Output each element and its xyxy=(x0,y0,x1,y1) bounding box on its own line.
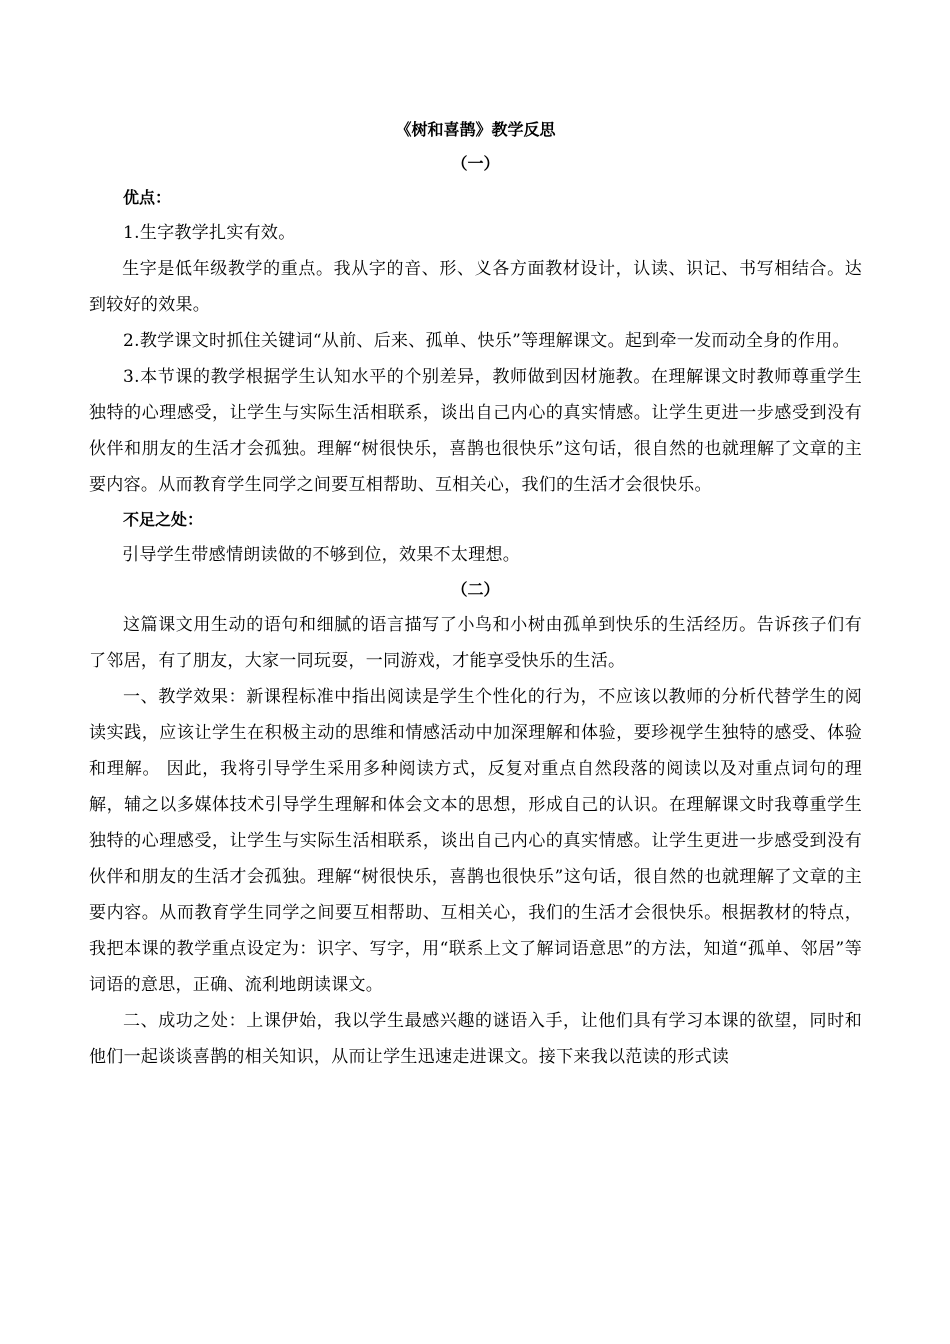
section-label-two: （二） xyxy=(451,580,500,599)
paragraph: 1.生字教学扎实有效。 xyxy=(123,223,296,243)
paragraph: 3.本节课的教学根据学生认知水平的个别差异，教师做到因材施教。在理解课文时教师尊重学生独特的心理感受，让学生与实际生活相联系，谈出自己内心的真实情感。让学生更进一步感受到没有伙伴和朋友的生活才会孤独。理解“树很快乐，喜鹊也很快乐”这句话，很自然的也就理解了文章的主要内容。从而教育学生同学之间要互相帮助、互相关心，我们的生活才会很快乐。 xyxy=(89,367,862,495)
section-label-one: （一） xyxy=(451,154,500,173)
paragraph: 2.教学课文时抓住关键词“从前、后来、孤单、快乐”等理解课文。起到牵一发而动全身的作用。 xyxy=(123,331,850,351)
paragraph: 引导学生带感情朗读做的不够到位，效果不太理想。 xyxy=(122,545,521,565)
shortcomings-heading: 不足之处： xyxy=(123,510,204,529)
paragraph: 这篇课文用生动的语句和细腻的语言描写了小鸟和小树由孤单到快乐的生活经历。告诉孩子们有了邻居，有了朋友，大家一同玩耍，一同游戏，才能享受快乐的生活。 xyxy=(89,615,862,671)
paragraph: 生字是低年级教学的重点。我从字的音、形、义各方面教材设计，认读、识记、书写相结合。达到较好的效果。 xyxy=(89,259,862,315)
paragraph: 二、成功之处：上课伊始，我以学生最感兴趣的谜语入手，让他们具有学习本课的欲望，同时和他们一起谈谈喜鹊的相关知识，从而让学生迅速走进课文。接下来我以范读的形式读 xyxy=(89,1011,862,1067)
paragraph: 一、教学效果：新课程标准中指出阅读是学生个性化的行为，不应该以教师的分析代替学生的阅读实践，应该让学生在积极主动的思维和情感活动中加深理解和体验，要珍视学生独特的感受、体验和理解。 因此，我将引导学生采用多种阅读方式，反复对重点自然段落的阅读以及对重点词句的理解，辅之以多媒体技术引导学生理解和体会文本的思想，形成自己的认识。在理解课文时我尊重学生独特的心理感受，让学生与实际生活相联系，谈出自己内心的真实情感。让学生更进一步感受到没有伙伴和朋友的生活才会孤独。理解“树很快乐，喜鹊也很快乐”这句话，很自然的也就理解了文章的主要内容。从而教育学生同学之间要互相帮助、互相关心，我们的生活才会很快乐。根据教材的特点，我把本课的教学重点设定为：识字、写字，用“联系上文了解词语意思”的方法，知道“孤单、邻居”等词语的意思，正确、流利地朗读课文。 xyxy=(89,687,862,995)
document-title: 《树和喜鹊》教学反思 xyxy=(395,120,556,139)
advantages-heading: 优点： xyxy=(123,188,172,207)
document-content xyxy=(89,113,862,1075)
